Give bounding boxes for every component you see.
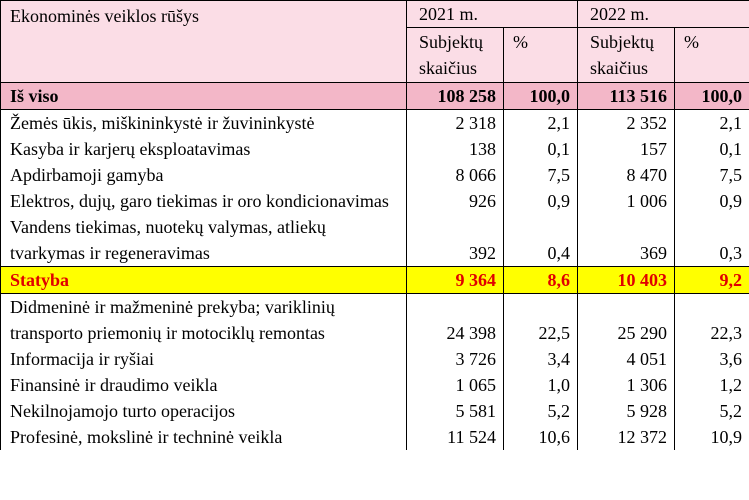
activity-name: Didmeninė ir mažmeninė prekyba; variklinių transporto priemonių ir motociklų remontas [1, 294, 407, 347]
percent-2021: 22,5 [504, 294, 578, 347]
count-2021: 24 398 [407, 294, 504, 347]
count-2021: 138 [407, 136, 504, 162]
table-row [1, 188, 749, 214]
activity-name: Kasyba ir karjerų eksploatavimas [1, 136, 407, 162]
percent-2021: 2,1 [504, 110, 578, 137]
percent-2021: 0,9 [504, 188, 578, 214]
activity-name: Informacija ir ryšiai [1, 346, 407, 372]
percent-2022: 2,1 [675, 110, 749, 137]
percent-2022: 1,2 [675, 372, 749, 398]
count-2022: 5 928 [578, 398, 675, 424]
percent-2022: 0,3 [675, 214, 749, 267]
activity-name: Finansinė ir draudimo veikla [1, 372, 407, 398]
percent-2021: 1,0 [504, 372, 578, 398]
activity-name: Vandens tiekimas, nuotekų valymas, atliekų tvarkymas ir regeneravimas [1, 214, 407, 267]
count-2022: 2 352 [578, 110, 675, 137]
count-header-2022: Subjektų skaičius [578, 28, 675, 83]
percent-header-2021: % [504, 28, 578, 83]
count-2021: 392 [407, 214, 504, 267]
table-row [1, 398, 749, 424]
count-2021: 926 [407, 188, 504, 214]
count-2021: 2 318 [407, 110, 504, 137]
table-row [1, 424, 749, 450]
percent-2021: 0,1 [504, 136, 578, 162]
category-header: Ekonominės veiklos rūšys [1, 1, 407, 83]
table-row [1, 372, 749, 398]
percent-header-2022: % [675, 28, 749, 83]
total-label: Iš viso [1, 83, 407, 110]
count-2022: 1 306 [578, 372, 675, 398]
percent-2021: 10,6 [504, 424, 578, 450]
percent-2022: 3,6 [675, 346, 749, 372]
count-2022: 10 403 [578, 267, 675, 294]
percent-2022: 9,2 [675, 267, 749, 294]
percent-2022: 5,2 [675, 398, 749, 424]
count-2022: 1 006 [578, 188, 675, 214]
activity-name: Profesinė, mokslinė ir techninė veikla [1, 424, 407, 450]
count-2022: 369 [578, 214, 675, 267]
percent-2021: 0,4 [504, 214, 578, 267]
table-row [1, 294, 749, 347]
table-row [1, 162, 749, 188]
table-row [1, 346, 749, 372]
count-2021: 11 524 [407, 424, 504, 450]
count-header-2021: Subjektų skaičius [407, 28, 504, 83]
activity-name: Nekilnojamojo turto operacijos [1, 398, 407, 424]
percent-2022: 7,5 [675, 162, 749, 188]
total-count-2021: 108 258 [407, 83, 504, 110]
percent-2021: 8,6 [504, 267, 578, 294]
count-2021: 1 065 [407, 372, 504, 398]
count-2022: 157 [578, 136, 675, 162]
total-percent-2022: 100,0 [675, 83, 749, 110]
total-count-2022: 113 516 [578, 83, 675, 110]
total-percent-2021: 100,0 [504, 83, 578, 110]
percent-2022: 0,9 [675, 188, 749, 214]
activity-name: Apdirbamoji gamyba [1, 162, 407, 188]
percent-2021: 3,4 [504, 346, 578, 372]
percent-2022: 22,3 [675, 294, 749, 347]
percent-2022: 0,1 [675, 136, 749, 162]
activity-name: Statyba [1, 267, 407, 294]
count-2021: 8 066 [407, 162, 504, 188]
percent-2021: 5,2 [504, 398, 578, 424]
count-2022: 4 051 [578, 346, 675, 372]
year-2022-header: 2022 m. [578, 1, 749, 28]
year-2021-header: 2021 m. [407, 1, 578, 28]
count-2022: 25 290 [578, 294, 675, 347]
table-row [1, 214, 749, 267]
highlighted-row [1, 267, 749, 294]
activity-name: Žemės ūkis, miškininkystė ir žuvininkystė [1, 110, 407, 137]
percent-2022: 10,9 [675, 424, 749, 450]
count-2021: 5 581 [407, 398, 504, 424]
activity-name: Elektros, dujų, garo tiekimas ir oro kondicionavimas [1, 188, 407, 214]
count-2022: 12 372 [578, 424, 675, 450]
count-2022: 8 470 [578, 162, 675, 188]
table-row [1, 110, 749, 137]
count-2021: 3 726 [407, 346, 504, 372]
count-2021: 9 364 [407, 267, 504, 294]
table-row [1, 136, 749, 162]
total-row [1, 83, 749, 110]
header-row-years [1, 1, 749, 28]
percent-2021: 7,5 [504, 162, 578, 188]
